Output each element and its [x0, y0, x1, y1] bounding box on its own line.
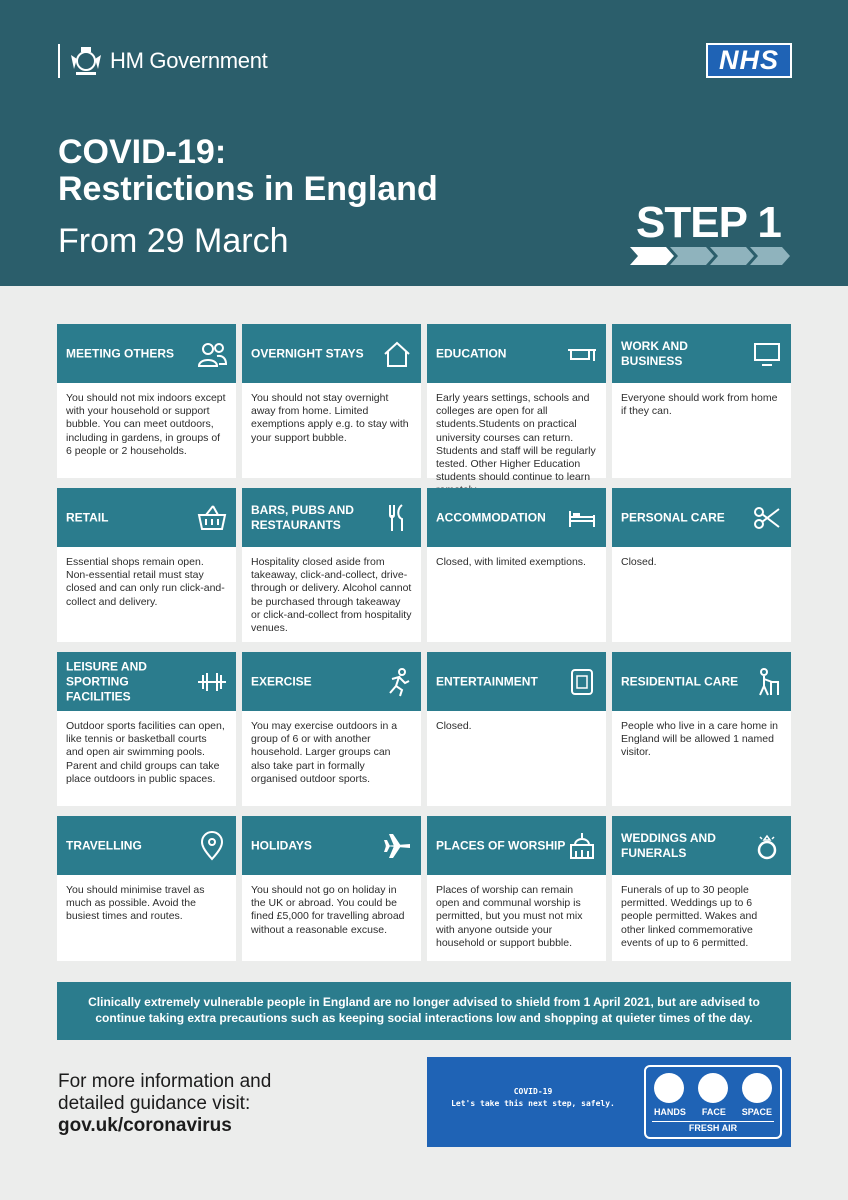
fresh-air-label: FRESH AIR	[652, 1121, 774, 1134]
royal-crest-icon	[68, 45, 104, 77]
dumbbell-icon	[197, 667, 227, 697]
card-text: Hospitality closed aside from takeaway, click-and-collect, drive-through or delivery. Alcohol cannot be purchased through takeaway or click-and-collect from hospitality venues.	[251, 556, 412, 635]
card-title: ENTERTAINMENT	[436, 674, 538, 688]
more-info-line-2: detailed guidance visit:	[58, 1093, 251, 1114]
house-icon	[382, 339, 412, 369]
step-label: STEP 1	[636, 198, 781, 247]
card-header	[427, 652, 606, 711]
card-title: TRAVELLING	[66, 838, 142, 852]
card-header	[427, 324, 606, 383]
card-title: LEISURE AND SPORTING FACILITIES	[66, 659, 147, 703]
card-text: Everyone should work from home if they can.	[621, 392, 778, 418]
card-title: PLACES OF WORSHIP	[436, 838, 566, 852]
hands-face-space-logo	[644, 1065, 782, 1139]
restriction-card	[242, 488, 421, 642]
card-text: Essential shops remain open. Non-essential retail must stay closed and can only run click-and-collect and delivery.	[66, 556, 225, 608]
space-label: SPACE	[741, 1107, 773, 1117]
space-icon	[742, 1073, 772, 1103]
step-progress-chevrons	[630, 247, 790, 265]
card-header	[612, 652, 791, 711]
card-title: HOLIDAYS	[251, 838, 312, 852]
restriction-card	[612, 652, 791, 806]
ring-icon	[752, 831, 782, 861]
restriction-card	[57, 652, 236, 806]
location-pin-icon	[197, 831, 227, 861]
card-title: RESIDENTIAL CARE	[621, 674, 739, 688]
header	[0, 0, 848, 286]
more-info	[58, 1071, 271, 1137]
card-header	[242, 488, 421, 547]
card-header	[242, 324, 421, 383]
restriction-card	[242, 652, 421, 806]
card-header	[57, 324, 236, 383]
card-text: You should not mix indoors except with your household or support bubble. You can meet outdoors, including in gardens, in groups of 6 people or 2 households.	[66, 392, 226, 457]
card-text: Closed.	[436, 720, 472, 732]
restriction-card	[612, 488, 791, 642]
restriction-card	[427, 488, 606, 642]
plane-icon	[382, 831, 412, 861]
nhs-logo-text: NHS	[708, 45, 790, 76]
title-line-1: COVID-19:	[58, 133, 227, 171]
card-text: Places of worship can remain open and communal worship is permitted, but you must not mix with anyone outside your household or support bubble.	[436, 884, 583, 949]
page-subtitle: From 29 March	[58, 222, 289, 260]
ticket-icon	[567, 667, 597, 697]
restriction-card	[612, 816, 791, 961]
restriction-card	[57, 324, 236, 478]
card-header	[242, 652, 421, 711]
card-text: You should minimise travel as much as possible. Avoid the busiest times and routes.	[66, 884, 205, 923]
card-header	[427, 816, 606, 875]
restriction-card	[427, 324, 606, 484]
card-title: EDUCATION	[436, 346, 507, 360]
card-text: Early years settings, schools and colleges are open for all students.Students on practical university courses can return. Students and staff will be regularly tested. Other Higher Education students should continue to learn	[436, 392, 596, 484]
card-header	[57, 652, 236, 711]
bed-icon	[567, 503, 597, 533]
card-header	[612, 816, 791, 875]
basket-icon	[197, 503, 227, 533]
hands-label: HANDS	[653, 1107, 686, 1117]
restriction-card	[612, 324, 791, 478]
card-text: Funerals of up to 30 people permitted. Weddings up to 6 people permitted. Wakes and other linked commemorative events of up to 6 permitted.	[621, 884, 758, 949]
runner-icon	[382, 667, 412, 697]
restriction-card	[427, 652, 606, 806]
walker-icon	[752, 667, 782, 697]
card-header	[57, 816, 236, 875]
guidance-link[interactable]: gov.uk/coronavirus	[58, 1115, 232, 1136]
card-text: You may exercise outdoors in a group of 6 or with another household. Larger groups can also take part in formally organised outdoor sports.	[251, 720, 398, 785]
card-title: PERSONAL CARE	[621, 510, 725, 524]
card-title: MEETING OTHERS	[66, 346, 175, 360]
restriction-card	[427, 816, 606, 961]
face-label: FACE	[701, 1107, 726, 1117]
card-title: ACCOMMODATION	[436, 510, 546, 524]
graduation-cap-icon	[567, 339, 597, 369]
card-title: EXERCISE	[251, 674, 312, 688]
next-step-banner	[427, 1057, 791, 1147]
cta-tagline: Let's take this next step, safely.	[451, 1099, 615, 1108]
card-header	[242, 816, 421, 875]
page-title	[58, 134, 438, 208]
monitor-icon	[752, 339, 782, 369]
shielding-banner: Clinically extremely vulnerable people in England are no longer advised to shield from 1 April 2021, but are advised to continue taking extra precautions such as keeping social interactions low and shopping at quieter times of the day.	[57, 982, 791, 1040]
card-title: OVERNIGHT STAYS	[251, 346, 364, 360]
hm-government-logo	[58, 44, 267, 78]
restriction-card	[57, 488, 236, 642]
card-header	[57, 488, 236, 547]
cutlery-icon	[382, 503, 412, 533]
people-icon	[197, 339, 227, 369]
card-title: WEDDINGS AND FUNERALS	[621, 830, 716, 860]
card-text: Closed.	[621, 556, 657, 568]
hands-icon	[654, 1073, 684, 1103]
place-of-worship-icon	[567, 831, 597, 861]
card-text: People who live in a care home in England will be allowed 1 named visitor.	[621, 720, 779, 759]
card-text: You should not stay overnight away from home. Limited exemptions apply e.g. to stay with your support bubble.	[251, 392, 409, 444]
restriction-card	[57, 816, 236, 961]
nhs-logo	[706, 43, 792, 78]
cta-title: COVID-19	[513, 1087, 553, 1096]
card-header	[427, 488, 606, 547]
card-text: Outdoor sports facilities can open, like tennis or basketball courts and open air swimming pools. Parent and child groups can take place outdoors in public spaces.	[66, 720, 225, 785]
face-icon	[698, 1073, 728, 1103]
card-header	[612, 324, 791, 383]
restriction-card	[242, 324, 421, 478]
card-title: BARS, PUBS AND RESTAURANTS	[251, 502, 354, 532]
card-title: WORK AND BUSINESS	[621, 338, 688, 368]
card-header	[612, 488, 791, 547]
card-text: Closed, with limited exemptions.	[436, 556, 586, 568]
scissors-icon	[752, 503, 782, 533]
card-text: You should not go on holiday in the UK or abroad. You could be fined £5,000 for travelling abroad without a reasonable excuse.	[251, 884, 405, 936]
more-info-line-1: For more information and	[58, 1071, 272, 1092]
restriction-card	[242, 816, 421, 961]
org-name: HM Government	[110, 48, 268, 73]
card-title: RETAIL	[66, 510, 109, 524]
title-line-2: Restrictions in England	[58, 170, 438, 208]
